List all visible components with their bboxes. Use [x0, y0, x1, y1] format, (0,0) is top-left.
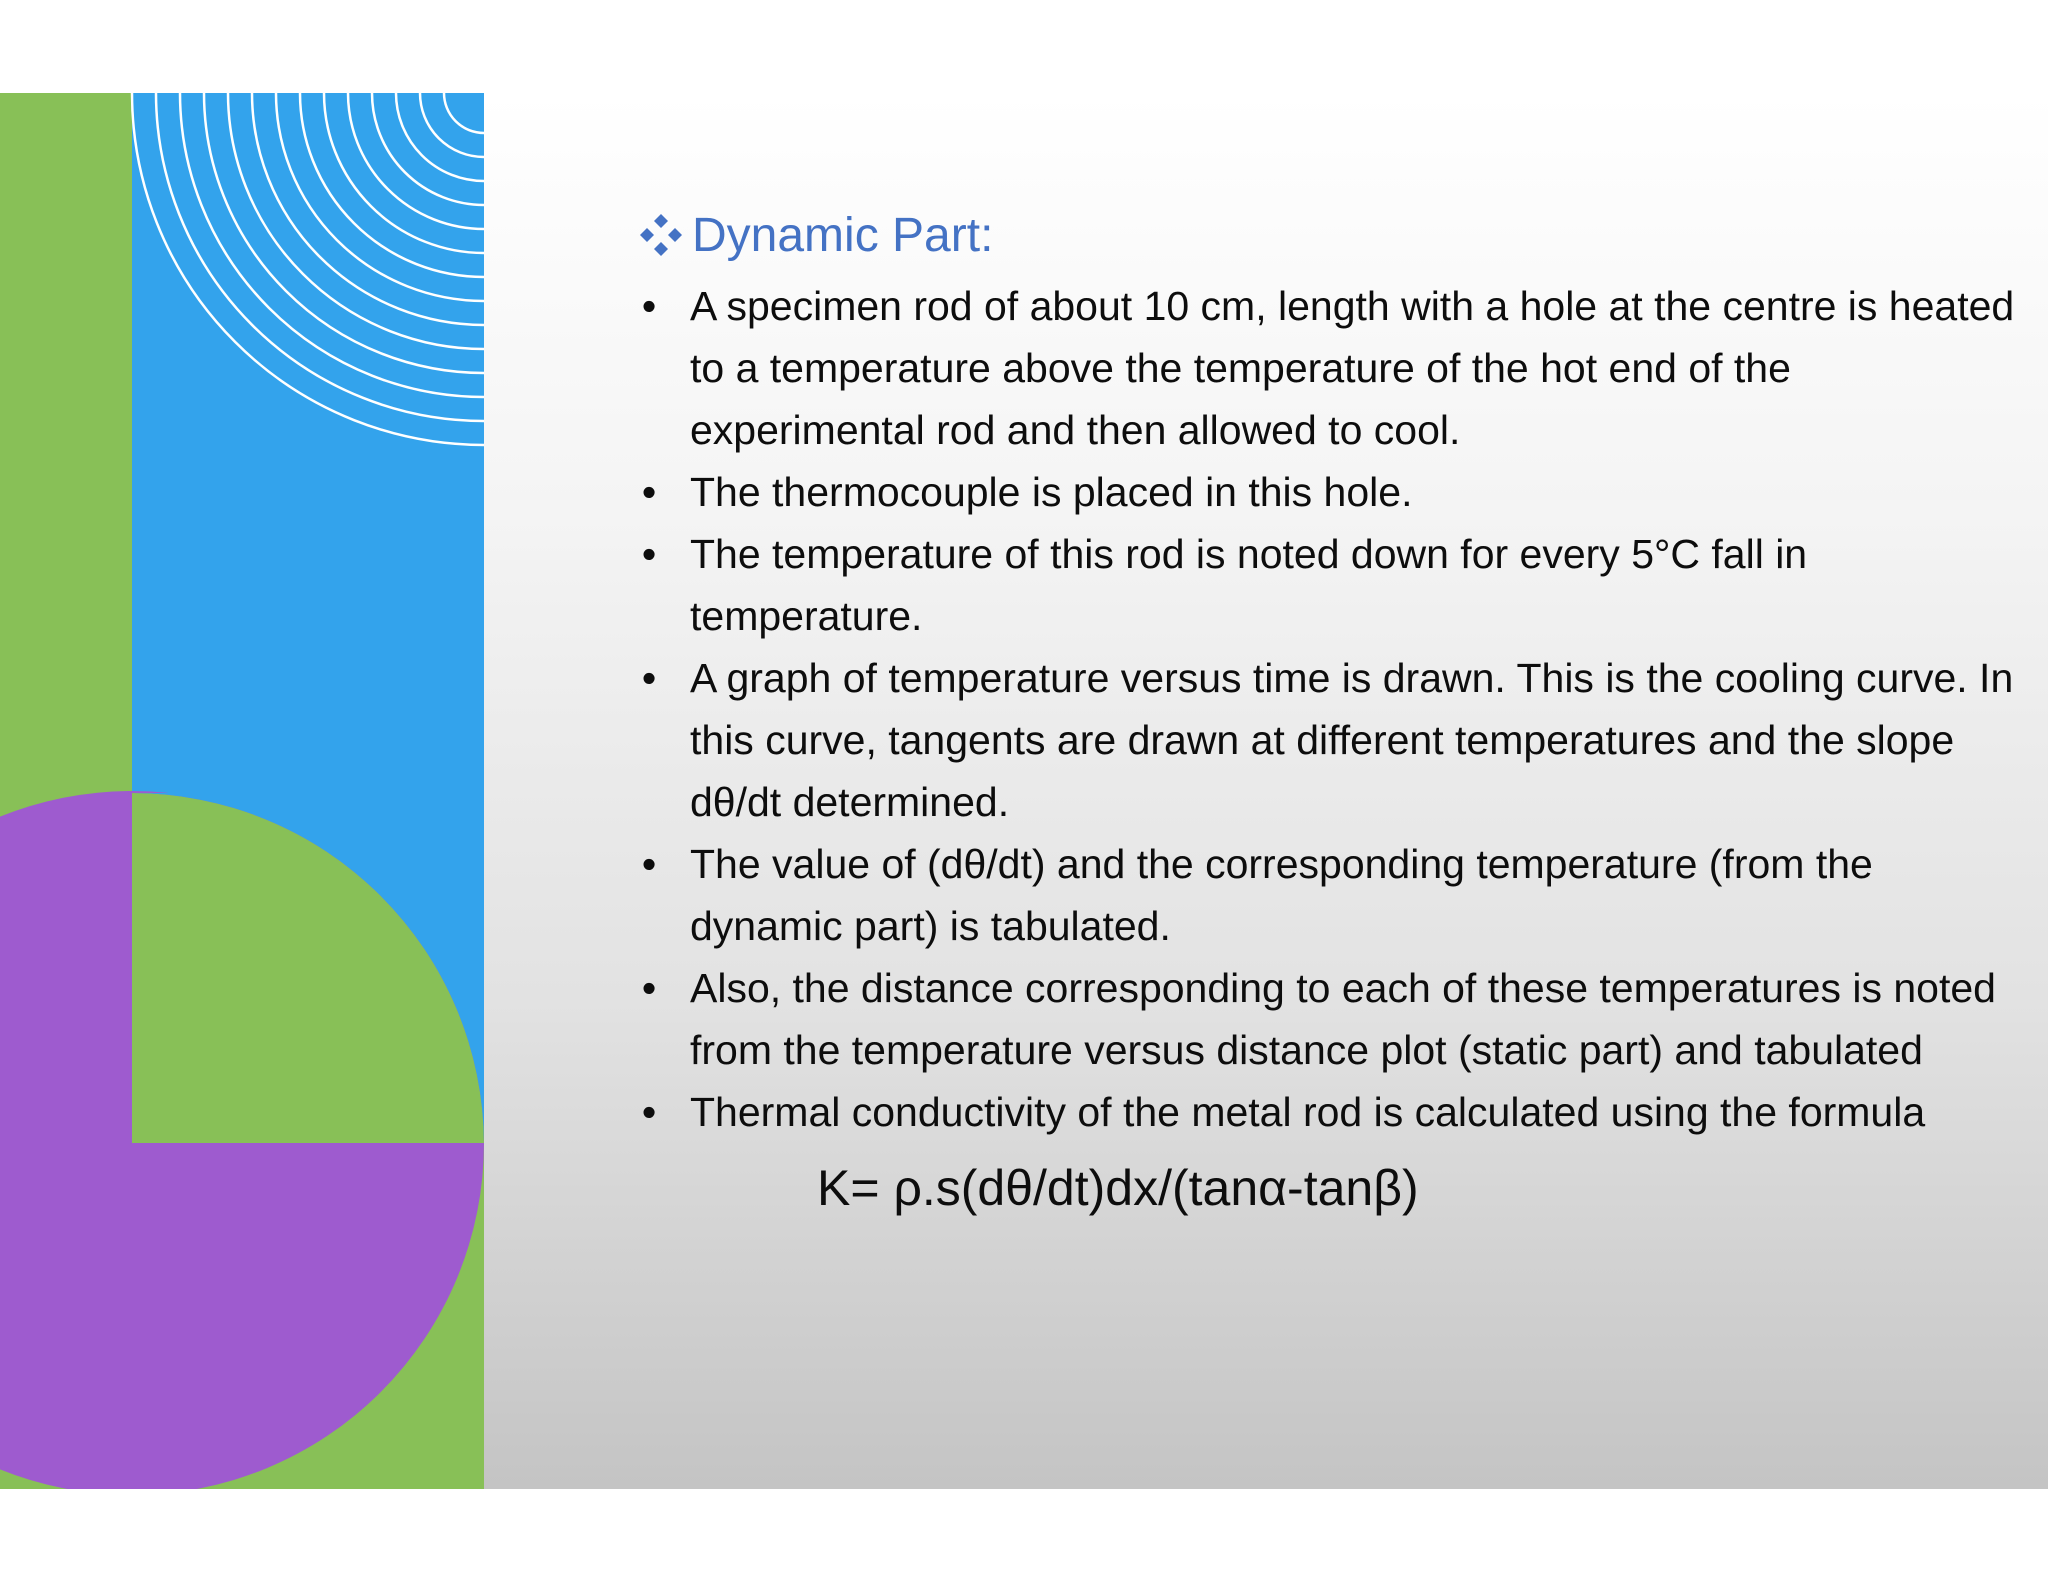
slide [0, 93, 2048, 1489]
section-heading [636, 203, 2022, 267]
list-item-text: Also, the distance corresponding to each of these temperatures is noted from the temperature versus distance plot (static part) and tabulated [690, 965, 1996, 1073]
list-item [632, 523, 2022, 647]
list-item [632, 1081, 2022, 1143]
list-item [632, 833, 2022, 957]
list-item [632, 461, 2022, 523]
green-strip [0, 93, 132, 793]
list-item-text: The value of (dθ/dt) and the corresponding temperature (from the dynamic part) is tabulated. [690, 841, 1873, 949]
content-area [632, 203, 2022, 1223]
round-bullet-icon: • [641, 283, 657, 329]
round-bullet-icon: • [641, 1089, 657, 1135]
list-item-text: A graph of temperature versus time is drawn. This is the cooling curve. In this curve, tangents are drawn at different temperatures and the slope dθ/dt determined. [690, 655, 2014, 825]
list-item-text: Thermal conductivity of the metal rod is calculated using the formula [690, 1089, 1926, 1135]
list-item-text: The thermocouple is placed in this hole. [690, 469, 1413, 515]
round-bullet-icon: • [641, 531, 657, 577]
list-item-text: A specimen rod of about 10 cm, length with a hole at the centre is heated to a temperature above the temperature of the hot end of the experimental rod and then allowed to cool. [690, 283, 2015, 453]
round-bullet-icon: • [641, 469, 657, 515]
round-bullet-icon: • [641, 965, 657, 1011]
list-item-text: The temperature of this rod is noted down for every 5°C fall in temperature. [690, 531, 1808, 639]
bullet-list [632, 275, 2022, 1143]
list-item [632, 957, 2022, 1081]
heading-text: Dynamic Part: [692, 208, 994, 262]
decorative-shapes [0, 93, 484, 1489]
four-diamond-bullet-icon [636, 210, 686, 260]
list-item [632, 275, 2022, 461]
round-bullet-icon: • [641, 655, 657, 701]
round-bullet-icon: • [641, 841, 657, 887]
formula: K= ρ.s(dθ/dt)dx/(tanα-tanβ) [817, 1160, 1419, 1216]
list-item [632, 647, 2022, 833]
